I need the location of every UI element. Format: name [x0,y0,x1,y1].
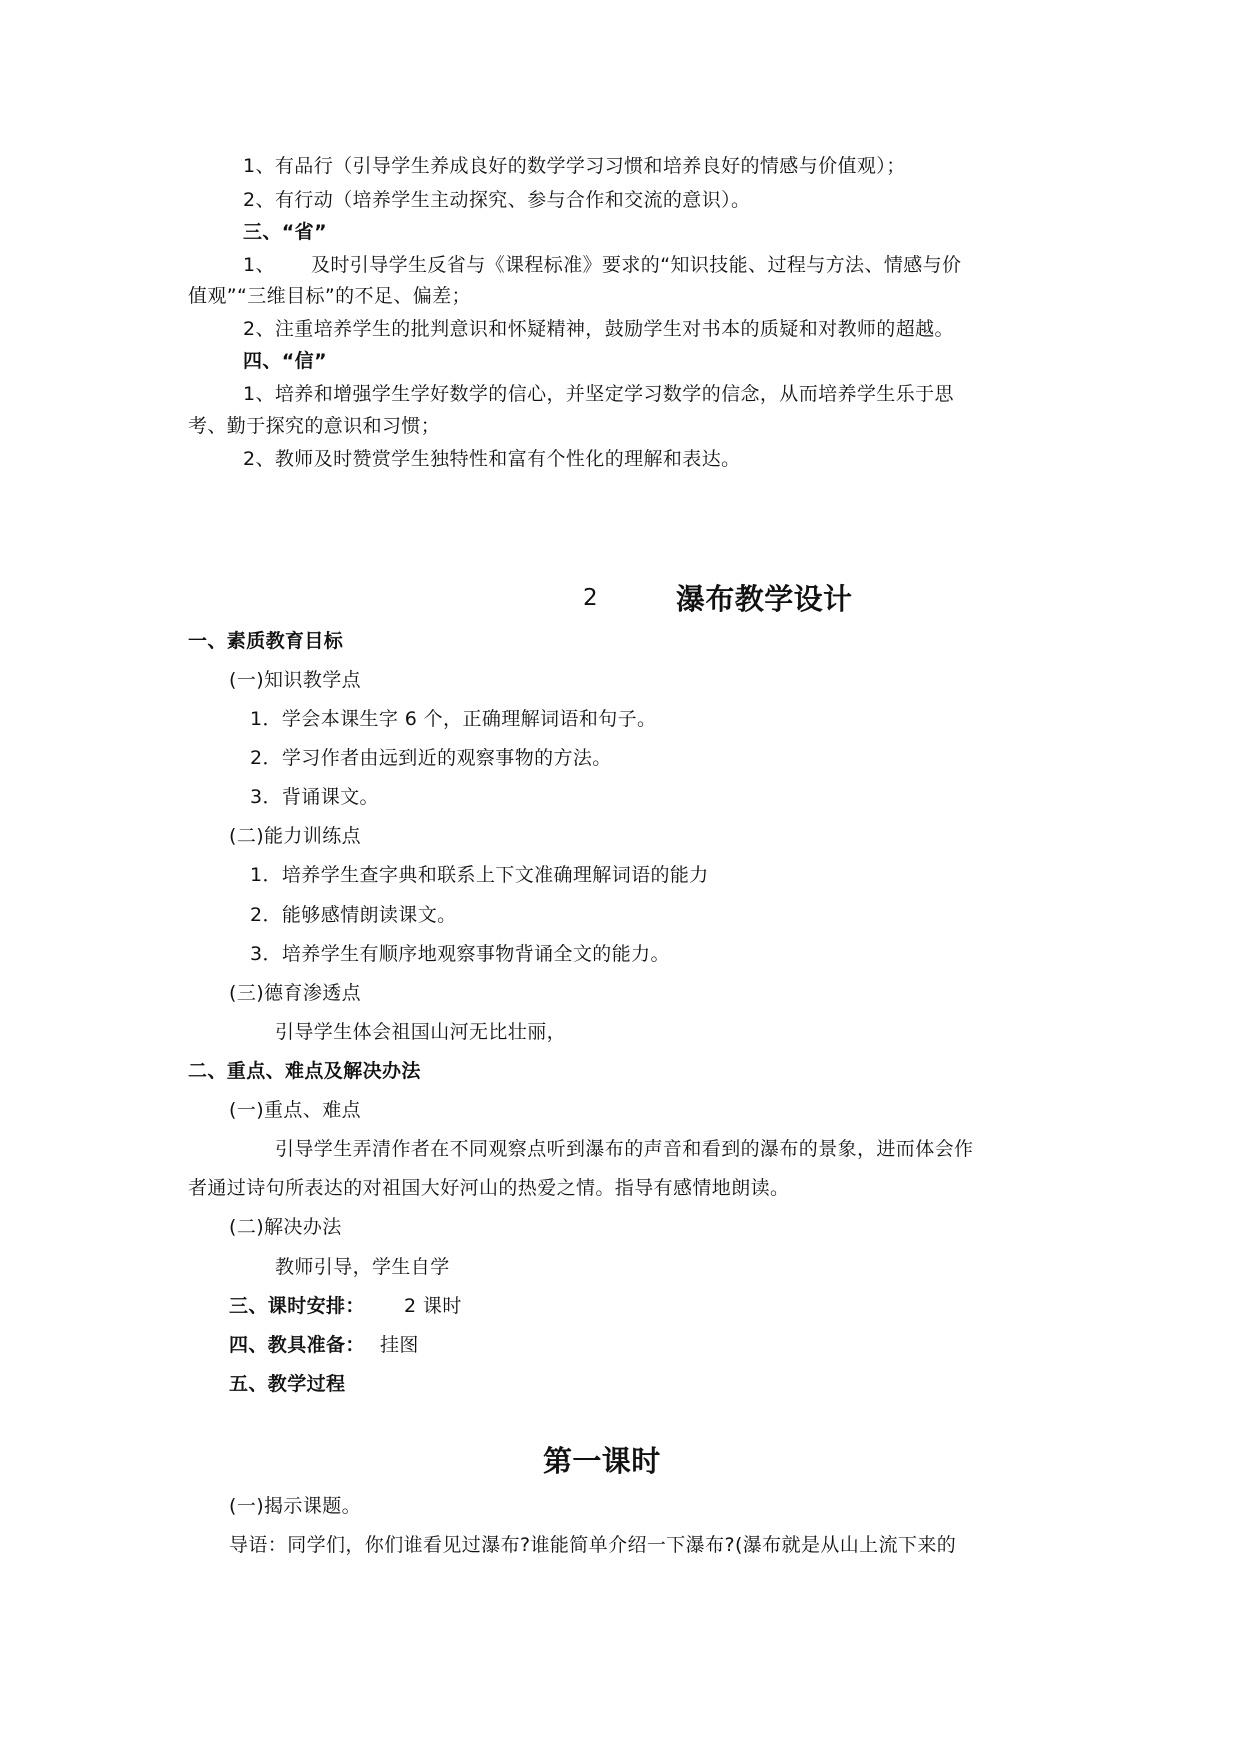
section-heading: 五、教学过程 [229,1373,346,1395]
text-line: 及时引导学生反省与《课程标准》要求的“知识技能、过程与方法、情感与价 [311,254,962,276]
text-line: 2、注重培养学生的批判意识和怀疑精神，鼓励学生对书本的质疑和对教师的超越。 [243,318,954,340]
list-item: 3．培养学生有顺序地观察事物背诵全文的能力。 [250,943,670,965]
list-item: 2．能够感情朗读课文。 [250,904,457,926]
section-heading: 三、“省” [243,221,327,243]
section-heading: 二、重点、难点及解决办法 [188,1060,421,1082]
text-line: 2 课时 [404,1295,462,1317]
text-line: 考、勤于探究的意识和习惯； [188,415,441,437]
list-item: 3．背诵课文。 [250,786,379,808]
text-line: 值观”“三维目标”的不足、偏差； [188,285,471,307]
list-item: 1．培养学生查字典和联系上下文准确理解词语的能力 [250,864,709,886]
subsection-heading: (一)重点、难点 [229,1099,362,1121]
section-heading: 四、“信” [243,350,327,372]
subsection-heading: (三)德育渗透点 [229,982,362,1004]
list-item: 1．学会本课生字 6 个，正确理解词语和句子。 [250,708,657,730]
text-line: 挂图 [380,1334,419,1356]
section-heading: 一、素质教育目标 [188,630,344,652]
text-line: 者通过诗句所表达的对祖国大好河山的热爱之情。指导有感情地朗读。 [188,1177,790,1199]
lesson-number: 2 [583,585,598,611]
lesson-title: 瀑布教学设计 [676,582,853,616]
text-line: 导语：同学们，你们谁看见过瀑布?谁能简单介绍一下瀑布?(瀑布就是从山上流下来的 [229,1534,957,1556]
list-item: 2．学习作者由远到近的观察事物的方法。 [250,747,612,769]
section-heading: 三、课时安排： [229,1295,365,1317]
section-heading: 四、教具准备： [229,1334,365,1356]
text-line: 1、培养和增强学生学好数学的信心，并坚定学习数学的信念，从而培养学生乐于思 [243,383,954,405]
text-line: 教师引导，学生自学 [275,1256,450,1278]
text-line: 1、 [243,254,275,276]
subsection-heading: (一)知识教学点 [229,669,362,691]
text-line: 引导学生弄清作者在不同观察点听到瀑布的声音和看到的瀑布的景象，进而体会作 [275,1138,974,1160]
lesson-period-title: 第一课时 [543,1444,661,1478]
text-line: 2、有行动（培养学生主动探究、参与合作和交流的意识）。 [243,189,751,211]
subsection-heading: (二)解决办法 [229,1216,342,1238]
subsection-heading: (二)能力训练点 [229,825,362,847]
text-line: 1、有品行（引导学生养成良好的数学学习习惯和培养良好的情感与价值观）； [243,155,906,177]
text-line: 引导学生体会祖国山河无比壮丽， [275,1021,567,1043]
subsection-heading: (一)揭示课题。 [229,1495,362,1517]
text-line: 2、教师及时赞赏学生独特性和富有个性化的理解和表达。 [243,448,741,470]
